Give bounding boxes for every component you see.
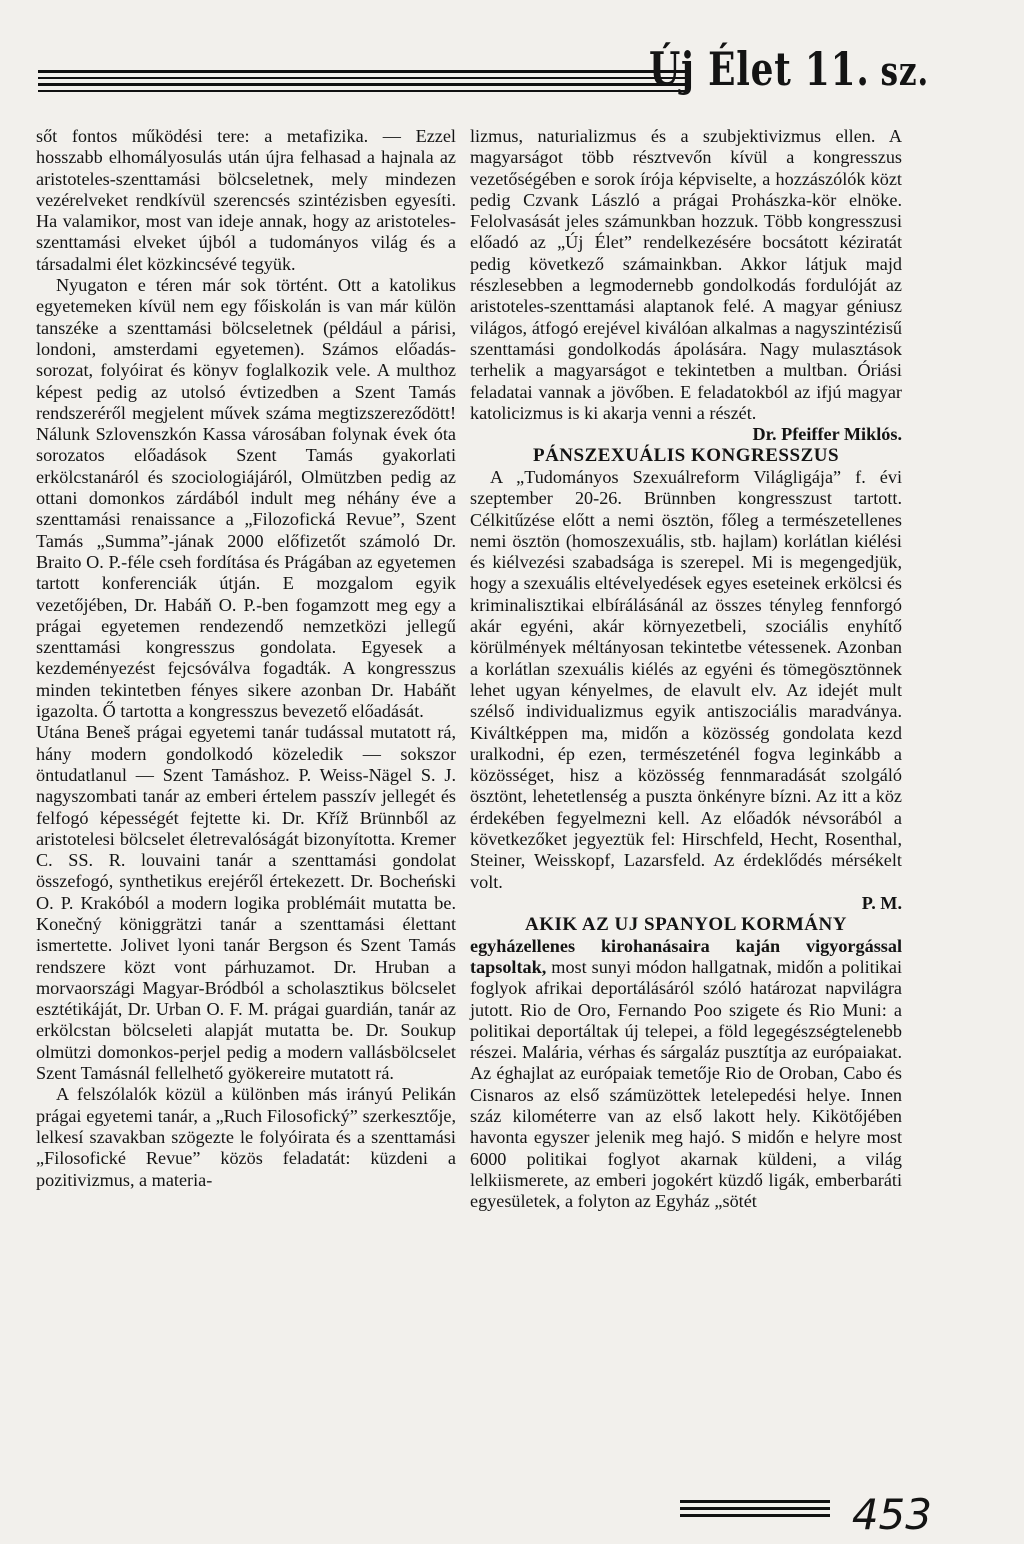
article-heading: AKIK AZ UJ SPANYOL KORMÁNY (525, 914, 847, 936)
paragraph: lizmus, naturializmus és a szubjektivizmus ellen. A magyarságot több résztvevőn kívül a kongresszus vezetőségében e sorok írója képviselte, a hozzászólók közt pedig Czvank László a prágai Prohászka-kör elnöke. Felolvasását jeles számunkban hozzuk. Több kongresszusi előadó az „Új Élet” rendelkezésére bocsátott kéziratát pedig következő számainkban. Akkor látjuk majd részlesebben a legmodernebb gondolkodás fordulóját az aristoteles-szenttamási alaptanok felé. A magyar géniusz világos, átfogó erejével kiválóan alkalmas a nagyszintézisű szenttamási gondolkodás ápolására. Nagy mulasztások terhelik a magyarságot e tekintetben a multban. Óriási feladatai vannak a jövőben. E feladatokból az ifjú magyar katolicizmus is ki akarja venni a részét. (470, 126, 902, 423)
masthead-title: Új Élet 11. (648, 42, 870, 96)
paragraph (470, 936, 902, 1213)
author-signature: Dr. Pfeiffer Miklós. (752, 424, 902, 445)
body-text: most sunyi módon hallgatnak, midőn a politikai foglyok afrikai deportálásáról szóló határozat napvilágra jutott. Rio de Oro, Fernando Poo szigete és Rio Muni: a politikai deportáltak új telepei, a föld legegészségtelenebb részei. Malária, vérhas és sárgaláz pusztítja az európaiakat. Az éghajlat az európaiak temetője Rio de Oroban, Cabo és Cisnaros az első számüzöttek letelepedési helye. Innen száz kilométerre van az első lakott hely. Kikötőjében havonta egyszer jelenik meg hajó. S midőn e helyre most 6000 politikai foglyot akarnak küldeni, a világ lelkiismerete, az emberi jogokért küzdő ligák, emberbaráti egyesületek, a folyton az Egyház „sötét (470, 956, 902, 1212)
header-rule (38, 70, 686, 96)
paragraph: A felszólalók közül a különben más irányú Pelikán prágai egyetemi tanár, a „Ruch Filosofický” szerkesztője, lelkesí szavakban szögezte le folyóirata és a szenttamási „Filosofické Revue” közös feladatát: küzdeni a pozitivizmus, a materia- (36, 1084, 456, 1190)
lead-text: egyházellenes kirohanásaira kaján vigyorgással tapsoltak, (470, 935, 902, 977)
right-column (470, 126, 902, 1213)
masthead (649, 42, 929, 96)
footer-rule (680, 1500, 830, 1521)
paragraph: Nyugaton e téren már sok történt. Ott a katolikus egyetemeken kívül nem egy főiskolán is van már külön tanszéke a szenttamási bölcseletnek (például a párisi, londoni, amsterdami egyetemen). Számos előadás-sorozat, folyóirat és könyv foglalkozik vele. A multhoz képest pedig az utolsó évtizedben a Szent Tamás rendszeréről megjelent művek száma megtizszereződött! Nálunk Szlovenszkón Kassa városában folynak évek óta sorozatos előadások Szent Tamás gyakorlati erkölcstanáról és szociologiájáról, Olmützben pedig az ottani domonkos zárdából indult meg néhány éve a szenttamási renaissance a „Filozofická Revue”, Szent Tamás „Summa”-jának 2000 előfizetőt számoló Dr. Braito O. P.-féle cseh fordítása és Prágában az egyetemen tartott konferenciák útján. E mozgalom egyik vezetőjében, Dr. Habáň O. P.-ben fogamzott meg egy a prágai egyetemen rendezendő nemzetközi jellegű szenttamási kongresszus gondolata. Egyesek a kezdeményezést fejcsóválva fogadták. A kongresszus minden tekintetben fényes sikere azonban Dr. Habáňt igazolta. Ő tartotta a kongresszus bevezető előadását. (36, 275, 456, 722)
article-heading: PÁNSZEXUÁLIS KONGRESSZUS (532, 445, 840, 467)
paragraph: sőt fontos működési tere: a metafizika. — Ezzel hosszabb elhomályosulás után újra felhasad a hajnala az aristoteles-szenttamási bölcseletnek, mely mindezen vezérelveket rendkívül szerencsés szintézisben egyesíti. Ha valamikor, most van ideje annak, hogy az aristoteles-szenttamási elveket újból a tudományos világ és a társadalmi élet közkincsévé tegyük. (36, 126, 456, 274)
page-number: 453 (851, 1490, 932, 1539)
paragraph: Utána Beneš prágai egyetemi tanár tudással mutatott rá, hány modern gondolkodó közeledik — sokszor öntudatlanul — Szent Tamáshoz. P. Weiss-Nägel S. J. nagyszombati tanár az emberi értelem passzív jellegét és felfogó képességét fejtette ki. Dr. Kříž Brünnből az aristotelesi bölcselet életrevalóságát bizonyította. Kremer C. SS. R. louvaini tanár a szenttamási gondolat összefogó, synthetikus erejéről értekezett. Dr. Bocheński O. P. Krakóból a modern logika problémáit mutatta be. Konečný königgrätzi tanár a szenttamási élettant ismertette. Jolivet lyoni tanár Bergson és Szent Tamás rendszere közt vont párhuzamot. Dr. Hruban a morvaországi Magyar-Bródból a scholasztikus bölcselet esztétikáját, Dr. Urban O. F. M. prágai guardián, tanár az erkölcstan bölcseleti alapját mutatta be. Dr. Soukup olmützi domonkos-perjel pedig a modern vallásbölcselet Szent Tamásnál fellelhető gyökereire mutatott rá. (36, 722, 456, 1084)
masthead-suffix: sz. (880, 48, 929, 95)
author-signature: P. M. (861, 892, 902, 913)
left-column (36, 126, 456, 1191)
paragraph: A „Tudományos Szexuálreform Világligája” f. évi szeptember 20-26. Brünnben kongresszust tartott. Célkitűzése előtt a nemi ösztön, főleg a természetellenes nemi ösztön (homoszexuális, stb. hajlam) korlátlan kiélési és kiélvezési szabadsága is szerepel. Mi is megengedjük, hogy a szexuális eltévelyedések egyes eseteinek erkölcsi és kriminalisztikai elbírálásánál az összes tényleg fennforgó akár egyéni, akár környezetbeli, szociális enyhítő körülmények méltányosan tekintetbe vétessenek. Azonban a korlátlan szexuális kiélés az egyéni és tömegösztönnek lehet ugyan kényelmes, de elavult elv. Az idejét mult szélső individualizmus egyik antiszociális maradványa. Kiváltképpen ma, midőn a közösség gondolata kezd uralkodni, ép ezen, természeténél fogva leginkább a közösséget, hisz a közösség fennmaradását szolgáló ösztönt, lehetetlenség a puszta önkényre bízni. Az itt a köz érdekében fegyelmezni kell. Az előadók névsorából a következőket jegyeztük fel: Hirschfeld, Hecht, Rosenthal, Steiner, Weisskopf, Lazarsfeld. Az érdeklődés mérsékelt volt. (470, 466, 902, 892)
